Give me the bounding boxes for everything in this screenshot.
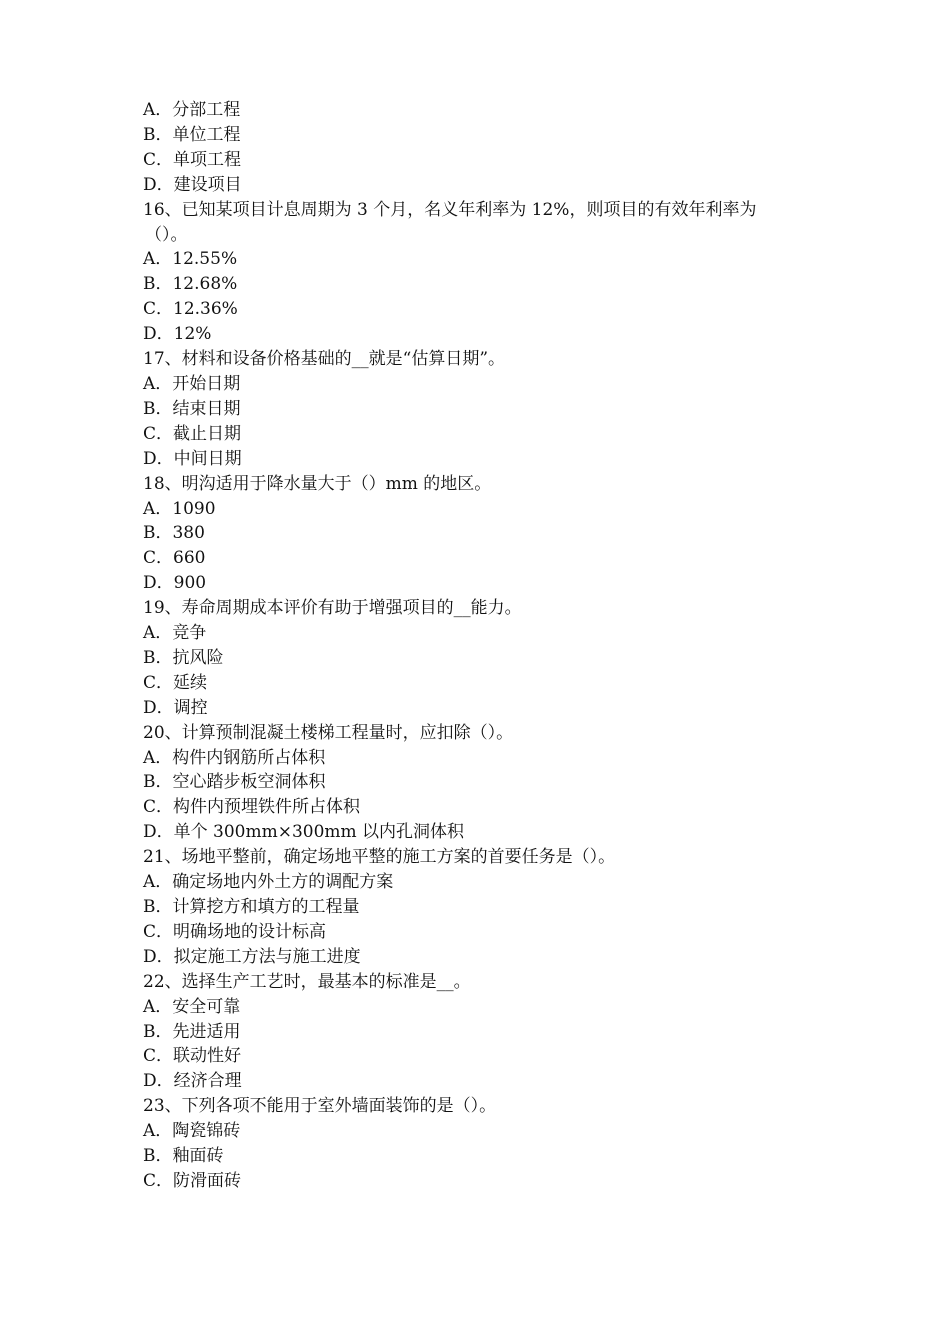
option-b: B．先进适用 — [143, 1021, 241, 1042]
option-b: B．12.68% — [143, 274, 238, 295]
option-d: D．900 — [143, 573, 207, 594]
option-d: D．12% — [143, 324, 212, 345]
option-a: A．确定场地内外土方的调配方案 — [143, 872, 394, 893]
option-b: B．380 — [143, 523, 205, 544]
option-b: B．抗风险 — [143, 647, 224, 668]
option-d: D．调控 — [143, 697, 208, 718]
option-b: B．结束日期 — [143, 398, 241, 419]
option-b: B．单位工程 — [143, 124, 241, 145]
option-a: A．陶瓷锦砖 — [143, 1121, 241, 1142]
option-b: B．釉面砖 — [143, 1146, 224, 1167]
option-c: C．防滑面砖 — [143, 1170, 242, 1191]
question-21: 21、场地平整前，确定场地平整的施工方案的首要任务是（）。 — [143, 847, 616, 868]
option-a: A．竞争 — [143, 623, 207, 644]
option-a: A．12.55% — [143, 249, 238, 270]
option-c: C．截止日期 — [143, 423, 242, 444]
option-a: A．安全可靠 — [143, 996, 241, 1017]
option-d: D．中间日期 — [143, 448, 242, 469]
option-c: C．单项工程 — [143, 149, 242, 170]
option-d: D．单个 300mm×300mm 以内孔洞体积 — [143, 822, 465, 843]
option-b: B．空心踏步板空洞体积 — [143, 772, 326, 793]
question-16-continuation: （）。 — [145, 224, 188, 245]
option-c: C．12.36% — [143, 299, 238, 320]
option-a: A．分部工程 — [143, 100, 241, 120]
option-c: C．联动性好 — [143, 1046, 242, 1067]
option-c: C．明确场地的设计标高 — [143, 921, 327, 942]
option-a: A．构件内钢筋所占体积 — [143, 747, 326, 768]
question-17: 17、材料和设备价格基础的__就是“估算日期”。 — [143, 349, 506, 370]
question-22: 22、选择生产工艺时，最基本的标准是__。 — [143, 971, 471, 992]
option-c: C．660 — [143, 548, 206, 569]
document-page — [143, 98, 823, 1194]
question-18: 18、明沟适用于降水量大于（）mm 的地区。 — [143, 473, 492, 494]
question-19: 19、寿命周期成本评价有助于增强项目的__能力。 — [143, 598, 522, 619]
option-d: D．建设项目 — [143, 174, 242, 195]
question-23: 23、下列各项不能用于室外墙面装饰的是（）。 — [143, 1096, 497, 1117]
option-d: D．经济合理 — [143, 1071, 242, 1092]
option-c: C．构件内预埋铁件所占体积 — [143, 797, 361, 818]
option-a: A．1090 — [143, 498, 216, 519]
option-b: B．计算挖方和填方的工程量 — [143, 897, 360, 917]
question-16: 16、已知某项目计息周期为 3 个月，名义年利率为 12%，则项目的有效年利率为 — [143, 199, 757, 220]
option-d: D．拟定施工方法与施工进度 — [143, 946, 361, 967]
option-a: A．开始日期 — [143, 373, 241, 394]
option-c: C．延续 — [143, 672, 208, 693]
question-20: 20、计算预制混凝土楼梯工程量时，应扣除（）。 — [143, 722, 514, 743]
